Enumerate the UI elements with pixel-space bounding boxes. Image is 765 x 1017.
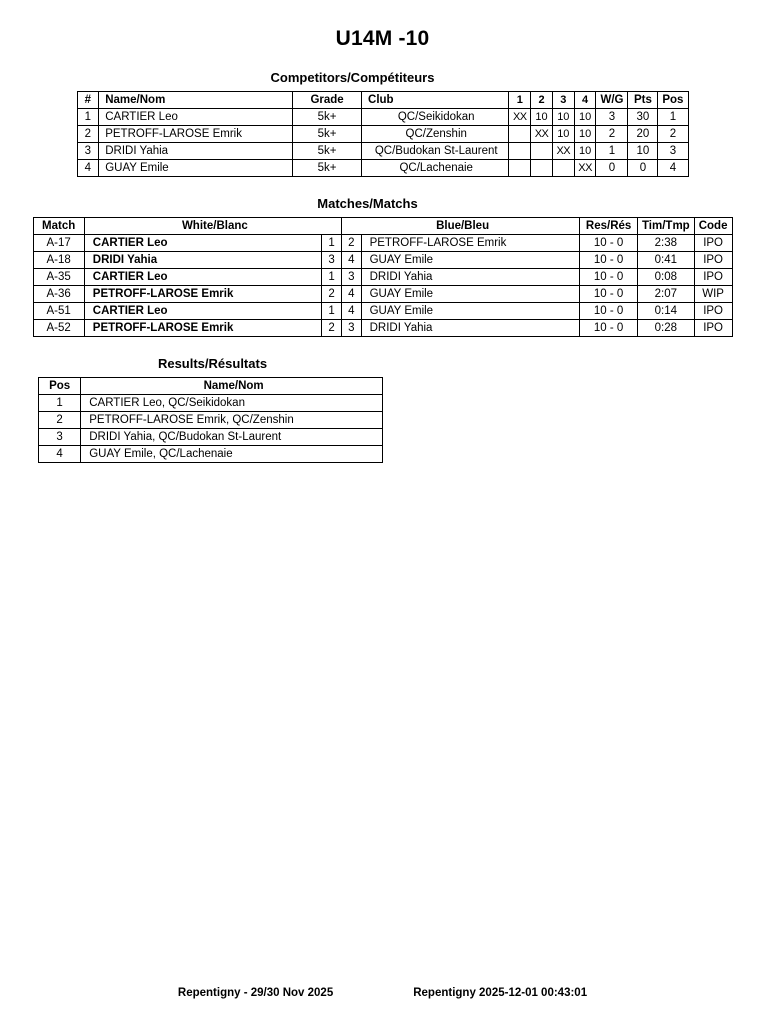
result-position: 3	[39, 429, 81, 446]
result-cell	[509, 160, 531, 177]
competitor-points: 0	[628, 160, 658, 177]
match-blue-number: 4	[341, 303, 361, 320]
column-header-3: 3	[552, 92, 574, 109]
competitor-club: QC/Zenshin	[362, 126, 509, 143]
column-header-1: 1	[509, 92, 531, 109]
match-id: A-36	[33, 286, 84, 303]
match-blue: DRIDI Yahia	[361, 320, 580, 337]
match-code: IPO	[694, 235, 732, 252]
match-blue: PETROFF-LAROSE Emrik	[361, 235, 580, 252]
competitor-name: CARTIER Leo	[99, 109, 293, 126]
table-row	[77, 109, 688, 126]
column-header-pts: Pts	[628, 92, 658, 109]
match-white-number: 3	[322, 252, 342, 269]
result-cell: 10	[574, 109, 596, 126]
result-cell: XX	[509, 109, 531, 126]
match-blue-number: 3	[341, 269, 361, 286]
column-header-club: Club	[362, 92, 509, 109]
result-cell: 10	[574, 143, 596, 160]
results-heading: Results/Résultats	[157, 356, 268, 371]
match-code: IPO	[694, 303, 732, 320]
competitor-name: PETROFF-LAROSE Emrik	[99, 126, 293, 143]
match-id: A-51	[33, 303, 84, 320]
match-blue: GUAY Emile	[361, 303, 580, 320]
result-cell	[531, 160, 553, 177]
match-result: 10 - 0	[580, 269, 638, 286]
result-cell	[509, 126, 531, 143]
competitor-number: 1	[77, 109, 99, 126]
results-table	[38, 377, 383, 463]
competitor-grade: 5k+	[293, 126, 362, 143]
match-white: CARTIER Leo	[84, 235, 321, 252]
match-time: 0:14	[637, 303, 694, 320]
competitors-table	[77, 91, 689, 177]
match-result: 10 - 0	[580, 320, 638, 337]
column-header-wg: W/G	[596, 92, 628, 109]
competitor-club: QC/Seikidokan	[362, 109, 509, 126]
table-row	[33, 303, 732, 320]
page-title: U14M -10	[335, 27, 430, 50]
result-name: GUAY Emile, QC/Lachenaie	[81, 446, 383, 463]
match-id: A-18	[33, 252, 84, 269]
matches-heading: Matches/Matchs	[317, 196, 418, 211]
match-white-number: 1	[322, 303, 342, 320]
column-header-name: Name/Nom	[99, 92, 293, 109]
competitor-number: 2	[77, 126, 99, 143]
column-header-time: Tim/Tmp	[637, 218, 694, 235]
result-cell: XX	[552, 143, 574, 160]
column-header-white: White/Blanc	[84, 218, 341, 235]
result-position: 2	[39, 412, 81, 429]
match-code: WIP	[694, 286, 732, 303]
column-header-result: Res/Rés	[580, 218, 638, 235]
table-row	[77, 126, 688, 143]
result-cell: 10	[531, 109, 553, 126]
result-position: 4	[39, 446, 81, 463]
match-id: A-17	[33, 235, 84, 252]
table-row	[39, 429, 383, 446]
match-time: 0:28	[637, 320, 694, 337]
column-header-number: #	[77, 92, 99, 109]
competitor-number: 4	[77, 160, 99, 177]
table-row	[39, 395, 383, 412]
match-blue-number: 3	[341, 320, 361, 337]
competitor-wins: 0	[596, 160, 628, 177]
match-white-number: 2	[322, 320, 342, 337]
match-result: 10 - 0	[580, 303, 638, 320]
competitor-name: GUAY Emile	[99, 160, 293, 177]
table-row	[33, 320, 732, 337]
competitors-heading: Competitors/Compétiteurs	[270, 70, 435, 85]
match-code: IPO	[694, 320, 732, 337]
match-white-number: 2	[322, 286, 342, 303]
competitor-club: QC/Lachenaie	[362, 160, 509, 177]
competitor-grade: 5k+	[293, 143, 362, 160]
column-header-match: Match	[33, 218, 84, 235]
competitor-wins: 1	[596, 143, 628, 160]
competitor-position: 2	[658, 126, 688, 143]
match-time: 2:38	[637, 235, 694, 252]
table-row	[33, 269, 732, 286]
result-cell	[552, 160, 574, 177]
competitor-club: QC/Budokan St-Laurent	[362, 143, 509, 160]
match-white: DRIDI Yahia	[84, 252, 321, 269]
competitor-points: 30	[628, 109, 658, 126]
competitor-wins: 2	[596, 126, 628, 143]
table-row	[33, 235, 732, 252]
match-id: A-35	[33, 269, 84, 286]
table-row	[77, 143, 688, 160]
match-blue-number: 2	[341, 235, 361, 252]
match-white-number: 1	[322, 269, 342, 286]
competitor-wins: 3	[596, 109, 628, 126]
match-code: IPO	[694, 252, 732, 269]
table-header-row	[77, 92, 688, 109]
result-name: CARTIER Leo, QC/Seikidokan	[81, 395, 383, 412]
result-cell: 10	[552, 126, 574, 143]
match-white-number: 1	[322, 235, 342, 252]
match-result: 10 - 0	[580, 286, 638, 303]
match-blue: GUAY Emile	[361, 252, 580, 269]
column-header-2: 2	[531, 92, 553, 109]
competitor-points: 20	[628, 126, 658, 143]
match-time: 0:08	[637, 269, 694, 286]
matches-table	[33, 217, 733, 337]
result-position: 1	[39, 395, 81, 412]
match-time: 0:41	[637, 252, 694, 269]
table-row	[33, 252, 732, 269]
match-code: IPO	[694, 269, 732, 286]
result-cell: XX	[531, 126, 553, 143]
column-header-position: Pos	[39, 378, 81, 395]
result-cell	[509, 143, 531, 160]
page-footer	[0, 987, 765, 999]
competitor-grade: 5k+	[293, 109, 362, 126]
competitor-grade: 5k+	[293, 160, 362, 177]
column-header-grade: Grade	[293, 92, 362, 109]
column-header-name: Name/Nom	[81, 378, 383, 395]
result-cell: XX	[574, 160, 596, 177]
competitor-position: 4	[658, 160, 688, 177]
competitor-number: 3	[77, 143, 99, 160]
competitor-points: 10	[628, 143, 658, 160]
column-header-code: Code	[694, 218, 732, 235]
table-header-row	[39, 378, 383, 395]
result-name: PETROFF-LAROSE Emrik, QC/Zenshin	[81, 412, 383, 429]
match-white: PETROFF-LAROSE Emrik	[84, 320, 321, 337]
match-blue: DRIDI Yahia	[361, 269, 580, 286]
competitor-position: 3	[658, 143, 688, 160]
match-blue-number: 4	[341, 252, 361, 269]
result-cell	[531, 143, 553, 160]
match-result: 10 - 0	[580, 252, 638, 269]
match-time: 2:07	[637, 286, 694, 303]
column-header-pos: Pos	[658, 92, 688, 109]
result-name: DRIDI Yahia, QC/Budokan St-Laurent	[81, 429, 383, 446]
table-row	[33, 286, 732, 303]
result-cell: 10	[574, 126, 596, 143]
footer-event: Repentigny - 29/30 Nov 2025	[177, 987, 334, 999]
footer-timestamp: Repentigny 2025-12-01 00:43:01	[413, 987, 588, 999]
table-row	[39, 412, 383, 429]
competitor-name: DRIDI Yahia	[99, 143, 293, 160]
match-white: PETROFF-LAROSE Emrik	[84, 286, 321, 303]
match-white: CARTIER Leo	[84, 303, 321, 320]
result-cell: 10	[552, 109, 574, 126]
column-header-blue: Blue/Bleu	[341, 218, 579, 235]
table-row	[77, 160, 688, 177]
column-header-4: 4	[574, 92, 596, 109]
match-result: 10 - 0	[580, 235, 638, 252]
table-row	[39, 446, 383, 463]
match-id: A-52	[33, 320, 84, 337]
match-blue-number: 4	[341, 286, 361, 303]
competitor-position: 1	[658, 109, 688, 126]
match-blue: GUAY Emile	[361, 286, 580, 303]
match-white: CARTIER Leo	[84, 269, 321, 286]
table-header-row	[33, 218, 732, 235]
